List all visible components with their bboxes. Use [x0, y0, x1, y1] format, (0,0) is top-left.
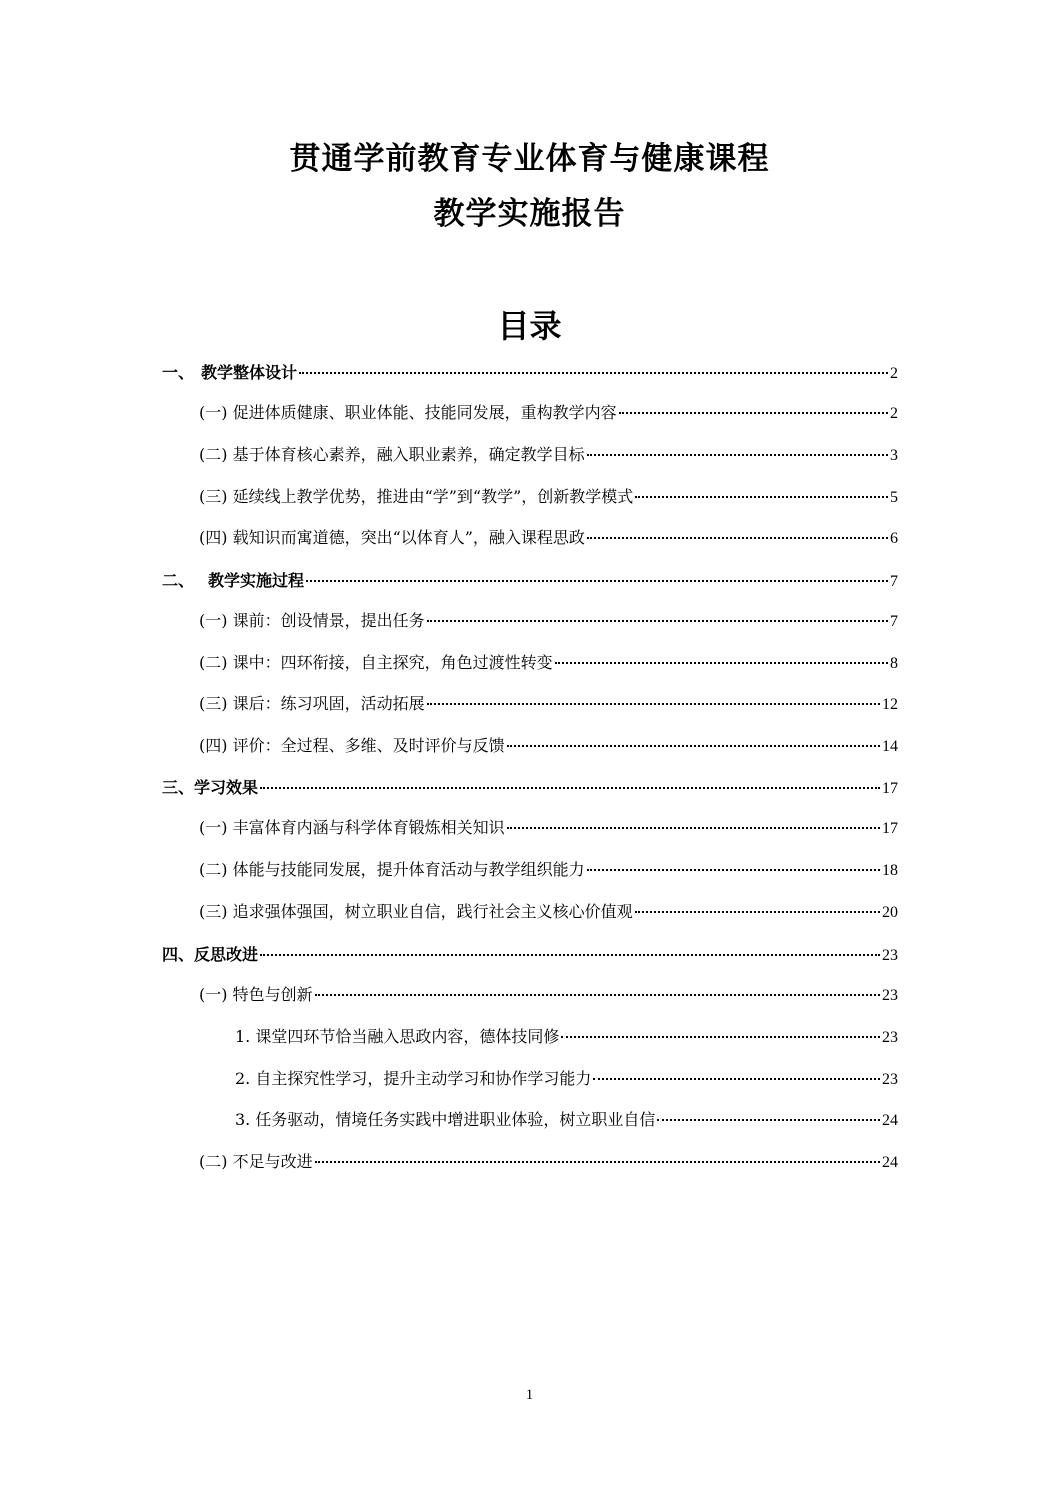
- toc-entry-title: 反思改进: [194, 945, 259, 964]
- toc-dot-leader: [587, 869, 880, 871]
- toc-dot-leader: [587, 537, 888, 539]
- toc-entry[interactable]: [199, 1150, 898, 1175]
- toc-entry-page: 2: [890, 405, 898, 422]
- toc-entry-page: 8: [890, 655, 898, 672]
- toc-entry[interactable]: [199, 609, 898, 634]
- toc-entry-title: (二) 体能与技能同发展，提升体育活动与教学组织能力: [199, 860, 585, 879]
- toc-dot-leader: [299, 372, 888, 374]
- toc-dot-leader: [555, 662, 888, 664]
- toc-entry-page: 3: [890, 447, 898, 464]
- toc-dot-leader: [427, 620, 888, 622]
- toc-dot-leader: [507, 745, 880, 747]
- toc-dot-leader: [315, 1161, 880, 1163]
- toc-entry-title: 3. 任务驱动，情境任务实践中增进职业体验，树立职业自信: [235, 1110, 656, 1129]
- toc-entry[interactable]: [199, 651, 898, 676]
- toc-dot-leader: [593, 1078, 880, 1080]
- toc-entry-title: (三) 课后：练习巩固，活动拓展: [199, 694, 425, 713]
- toc-entry-number: 一、: [162, 363, 195, 382]
- document-title-line1: 贯通学前教育专业体育与健康课程: [289, 141, 770, 177]
- toc-entry[interactable]: [162, 776, 898, 801]
- toc-entry-page: 24: [882, 1112, 898, 1129]
- toc-entry-title: (一) 特色与创新: [199, 985, 313, 1004]
- toc-entry-page: 6: [890, 530, 898, 547]
- toc-entry-number: 四、: [162, 945, 195, 964]
- toc-entry-title: 学习效果: [194, 778, 259, 797]
- toc-dot-leader: [635, 496, 888, 498]
- toc-entry[interactable]: [199, 526, 898, 551]
- toc-entry[interactable]: [199, 692, 898, 717]
- toc-entry[interactable]: [162, 569, 898, 594]
- toc-entry[interactable]: [162, 943, 898, 968]
- toc-entry[interactable]: [199, 485, 898, 510]
- toc-entry-title: (二) 不足与改进: [199, 1152, 313, 1171]
- toc-entry-page: 7: [890, 573, 898, 590]
- toc-dot-leader: [427, 703, 880, 705]
- toc-dot-leader: [507, 827, 880, 829]
- toc-entry-page: 20: [882, 904, 898, 921]
- toc-entry-number: 三、: [162, 778, 195, 797]
- toc-entry[interactable]: [199, 816, 898, 841]
- toc-entry-title: (三) 追求强体强国，树立职业自信，践行社会主义核心价值观: [199, 902, 633, 921]
- toc-entry-title: (三) 延续线上教学优势，推进由“学”到“教学”，创新教学模式: [199, 487, 634, 506]
- toc-entry-page: 17: [882, 780, 898, 797]
- toc-entry[interactable]: [235, 1067, 898, 1092]
- toc-dot-leader: [306, 580, 888, 582]
- toc-entry[interactable]: [199, 401, 898, 426]
- toc-entry[interactable]: [199, 443, 898, 468]
- toc-entry-title: (二) 课中：四环衔接，自主探究，角色过渡性转变: [199, 653, 553, 672]
- toc-entry-page: 24: [882, 1154, 898, 1171]
- toc-entry-page: 5: [890, 489, 898, 506]
- toc-entry[interactable]: [235, 1108, 898, 1133]
- toc-entry-page: 23: [882, 1071, 898, 1088]
- document-title-line2: 教学实施报告: [433, 196, 626, 232]
- toc-entry-page: 23: [882, 987, 898, 1004]
- toc-entry-number: 二、: [162, 571, 195, 590]
- toc-dot-leader: [619, 412, 888, 414]
- toc-dot-leader: [315, 994, 880, 996]
- toc-entry-title: (四) 载知识而寓道德，突出“以体育人”，融入课程思政: [199, 528, 585, 547]
- toc-heading: 目录: [497, 307, 562, 345]
- toc-entry[interactable]: [199, 983, 898, 1008]
- toc-dot-leader: [561, 1036, 880, 1038]
- toc-entry-title: (一) 促进体质健康、职业体能、技能同发展，重构教学内容: [199, 403, 617, 422]
- toc-entry[interactable]: [199, 734, 898, 759]
- toc-entry-page: 23: [882, 1029, 898, 1046]
- toc-entry-page: 7: [890, 613, 898, 630]
- toc-entry-title: (一) 课前：创设情景，提出任务: [199, 611, 425, 630]
- toc-entry-page: 23: [882, 947, 898, 964]
- toc-entry[interactable]: [199, 900, 898, 925]
- toc-entry-title: (一) 丰富体育内涵与科学体育锻炼相关知识: [199, 818, 505, 837]
- toc-entry-title: 1. 课堂四环节恰当融入思政内容，德体技同修: [235, 1027, 560, 1046]
- toc-entry-title: 2. 自主探究性学习，提升主动学习和协作学习能力: [235, 1069, 592, 1088]
- toc-dot-leader: [260, 787, 880, 789]
- toc-entry-title: 教学实施过程: [208, 571, 305, 590]
- toc-dot-leader: [587, 454, 888, 456]
- toc-entry-title: (二) 基于体育核心素养，融入职业素养，确定教学目标: [199, 445, 585, 464]
- toc-entry-page: 12: [882, 696, 898, 713]
- toc-entry[interactable]: [162, 361, 898, 386]
- toc-entry-page: 18: [882, 862, 898, 879]
- page-number: 1: [525, 1387, 534, 1403]
- toc-entry[interactable]: [235, 1025, 898, 1050]
- toc-entry-title: (四) 评价：全过程、多维、及时评价与反馈: [199, 736, 505, 755]
- toc-entry-page: 2: [890, 365, 898, 382]
- toc-entry[interactable]: [199, 858, 898, 883]
- toc-dot-leader: [260, 954, 880, 956]
- toc-entry-page: 17: [882, 820, 898, 837]
- toc-dot-leader: [635, 911, 880, 913]
- toc-entry-page: 14: [882, 738, 898, 755]
- toc-entry-title: 教学整体设计: [201, 363, 298, 382]
- toc-dot-leader: [657, 1119, 880, 1121]
